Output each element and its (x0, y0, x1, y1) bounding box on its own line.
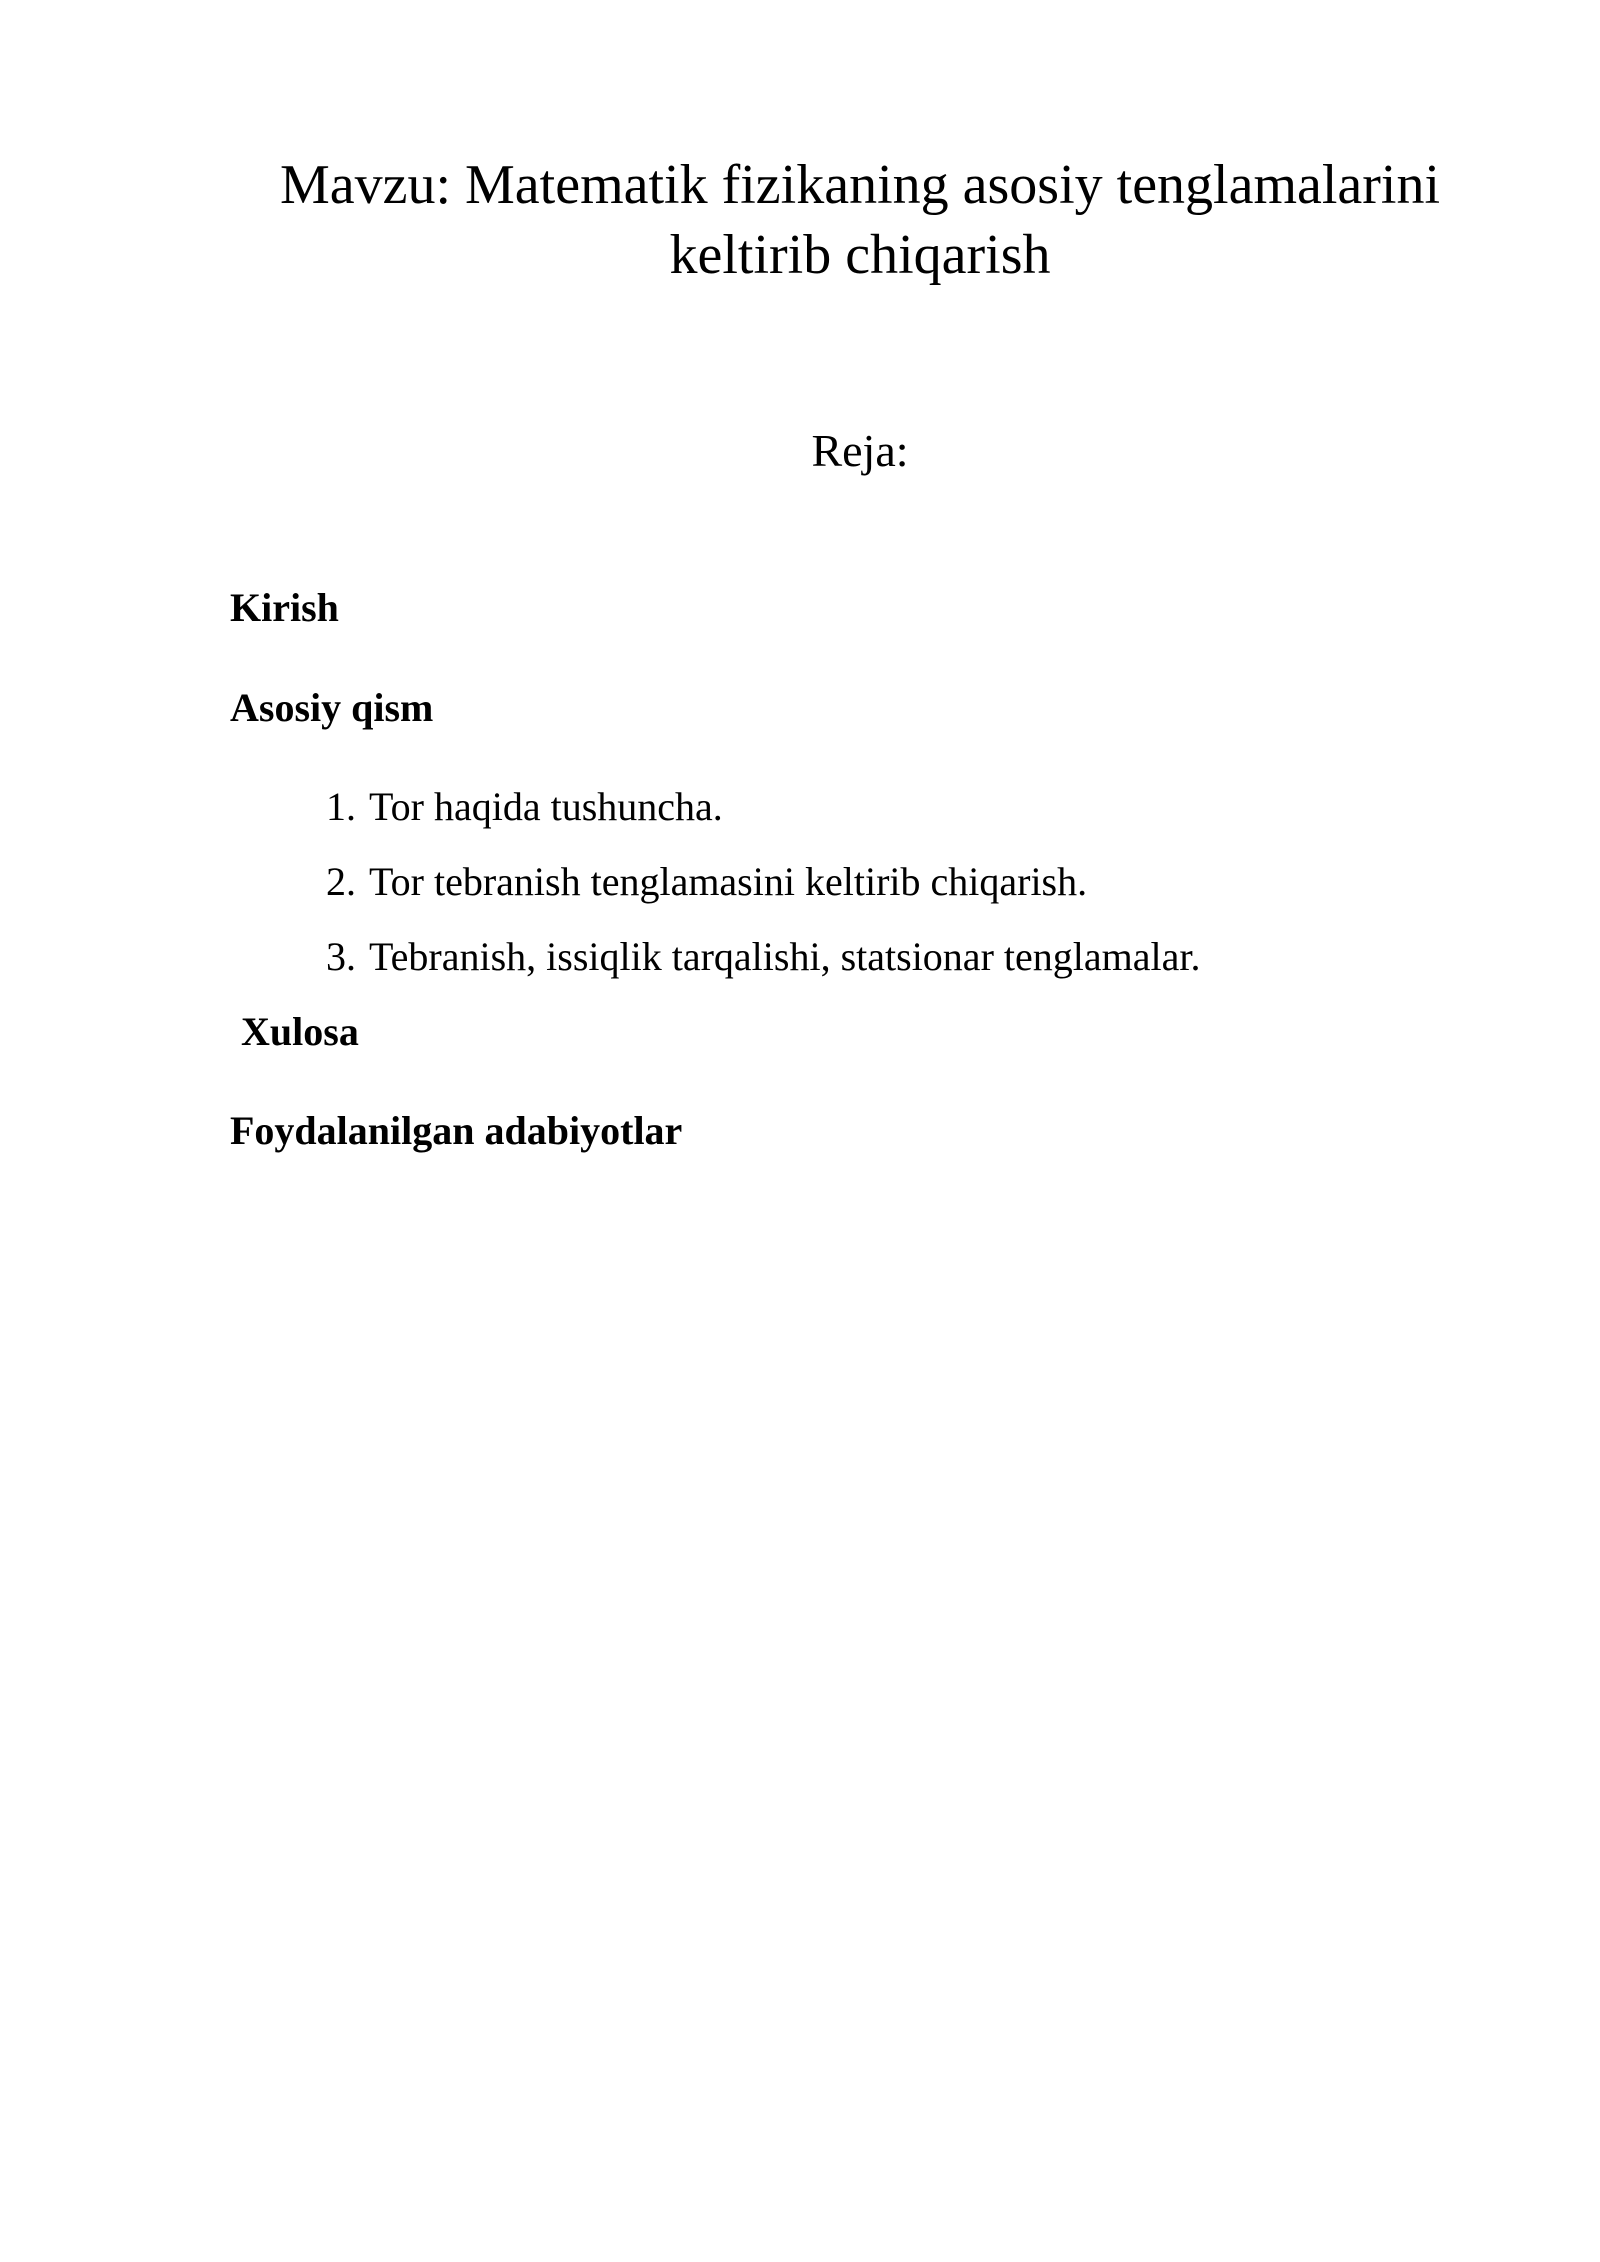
plan-heading: Reja: (811, 425, 909, 476)
list-item-number: 1. (326, 784, 356, 829)
list-item-text: Tebranish, issiqlik tarqalishi, statsionar tenglamalar. (369, 934, 1201, 979)
page-title-line-1: Mavzu: Matematik fizikaning asosiy tenglamalarini (279, 154, 1441, 216)
list-item-text: Tor tebranish tenglamasini keltirib chiqarish. (369, 859, 1088, 904)
section-intro: Kirish (230, 585, 339, 630)
section-conclusion: Xulosa (241, 1009, 359, 1054)
page-title (230, 150, 1490, 290)
list-item-text: Tor haqida tushuncha. (369, 784, 723, 829)
list-item-number: 3. (326, 934, 356, 979)
section-references: Foydalanilgan adabiyotlar (230, 1108, 683, 1153)
list-item (326, 857, 1087, 907)
list-item-number: 2. (326, 859, 356, 904)
list-item (326, 932, 1200, 982)
list-item (326, 782, 723, 832)
section-main: Asosiy qism (230, 685, 434, 730)
page-title-line-2: keltirib chiqarish (669, 224, 1051, 286)
